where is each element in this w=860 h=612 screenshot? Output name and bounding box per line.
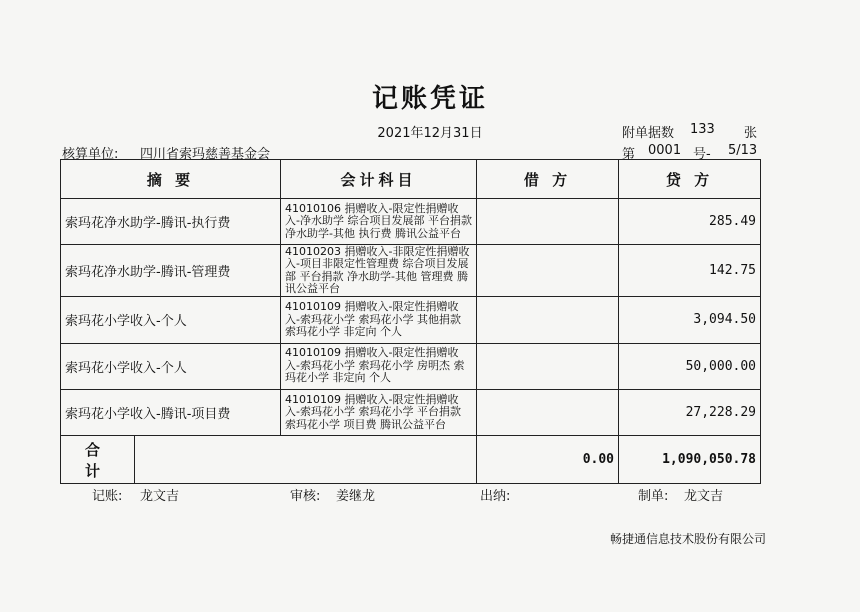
- entry-summary: 索玛花小学收入-个人: [61, 297, 281, 343]
- voucher-page: 5/13: [728, 143, 758, 158]
- entry-debit: [477, 199, 619, 245]
- reviewer-label: 审核:: [290, 489, 321, 504]
- entry-debit: [477, 245, 619, 297]
- attachments-label: 附单据数: [622, 126, 675, 141]
- table-header-row: [61, 160, 761, 199]
- entry-account: 41010109 捐赠收入-限定性捐赠收入-索玛花小学 索玛花小学 其他捐款 索玛花小学 非定向 个人: [281, 297, 477, 343]
- total-credit: 1,090,050.78: [619, 436, 761, 484]
- voucher-number-suffix: 号-: [693, 147, 711, 162]
- header-credit: 贷 方: [619, 160, 761, 199]
- voucher-date: 2021年12月31日: [377, 126, 483, 141]
- bookkeeper-name: 龙文吉: [140, 489, 180, 504]
- entry-summary: 索玛花净水助学-腾讯-管理费: [61, 245, 281, 297]
- entry-credit: 50,000.00: [619, 343, 761, 389]
- entry-credit: 285.49: [619, 199, 761, 245]
- total-debit: 0.00: [477, 436, 619, 484]
- voucher-table: [60, 159, 761, 484]
- entry-credit: 27,228.29: [619, 389, 761, 435]
- attachments-unit: 张: [744, 126, 758, 141]
- total-row: [61, 436, 761, 484]
- maker-label: 制单:: [638, 489, 669, 504]
- entry-summary: 索玛花小学收入-腾讯-项目费: [61, 389, 281, 435]
- entry-account: 41010109 捐赠收入-限定性捐赠收入-索玛花小学 索玛花小学 房明杰 索玛花小学 非定向 个人: [281, 343, 477, 389]
- voucher-number: 0001: [648, 143, 682, 158]
- maker-name: 龙文吉: [684, 489, 724, 504]
- total-blank: [135, 436, 477, 484]
- entry-summary: 索玛花净水助学-腾讯-执行费: [61, 199, 281, 245]
- header-summary: 摘 要: [61, 160, 281, 199]
- entry-summary: 索玛花小学收入-个人: [61, 343, 281, 389]
- voucher-number-prefix: 第: [622, 147, 636, 162]
- entry-account: 41010109 捐赠收入-限定性捐赠收入-索玛花小学 索玛花小学 平台捐款 索玛花小学 项目费 腾讯公益平台: [281, 389, 477, 435]
- header-debit: 借 方: [477, 160, 619, 199]
- reviewer-name: 姜继龙: [336, 489, 376, 504]
- table-row: [61, 343, 761, 389]
- attachments-count: 133: [690, 122, 715, 137]
- entry-debit: [477, 297, 619, 343]
- cashier-label: 出纳:: [480, 489, 511, 504]
- entry-credit: 3,094.50: [619, 297, 761, 343]
- entry-account: 41010106 捐赠收入-限定性捐赠收入-净水助学 综合项目发展部 平台捐款 净水助学-其他 执行费 腾讯公益平台: [281, 199, 477, 245]
- accounting-unit-name: 四川省索玛慈善基金会: [140, 147, 271, 162]
- accounting-unit-label: 核算单位:: [62, 147, 119, 162]
- voucher-title: 记账凭证: [371, 84, 488, 114]
- header-account: 会计科目: [281, 160, 477, 199]
- table-row: [61, 245, 761, 297]
- entry-debit: [477, 343, 619, 389]
- table-row: [61, 297, 761, 343]
- total-label: 合 计: [61, 436, 135, 484]
- software-company: 畅捷通信息技术股份有限公司: [610, 532, 767, 546]
- entry-account: 41010203 捐赠收入-非限定性捐赠收入-项目非限定性管理费 综合项目发展部 平台捐款 净水助学-其他 管理费 腾讯公益平台: [281, 245, 477, 297]
- bookkeeper-label: 记账:: [92, 489, 123, 504]
- entry-debit: [477, 389, 619, 435]
- table-row: [61, 389, 761, 435]
- entry-credit: 142.75: [619, 245, 761, 297]
- table-row: [61, 199, 761, 245]
